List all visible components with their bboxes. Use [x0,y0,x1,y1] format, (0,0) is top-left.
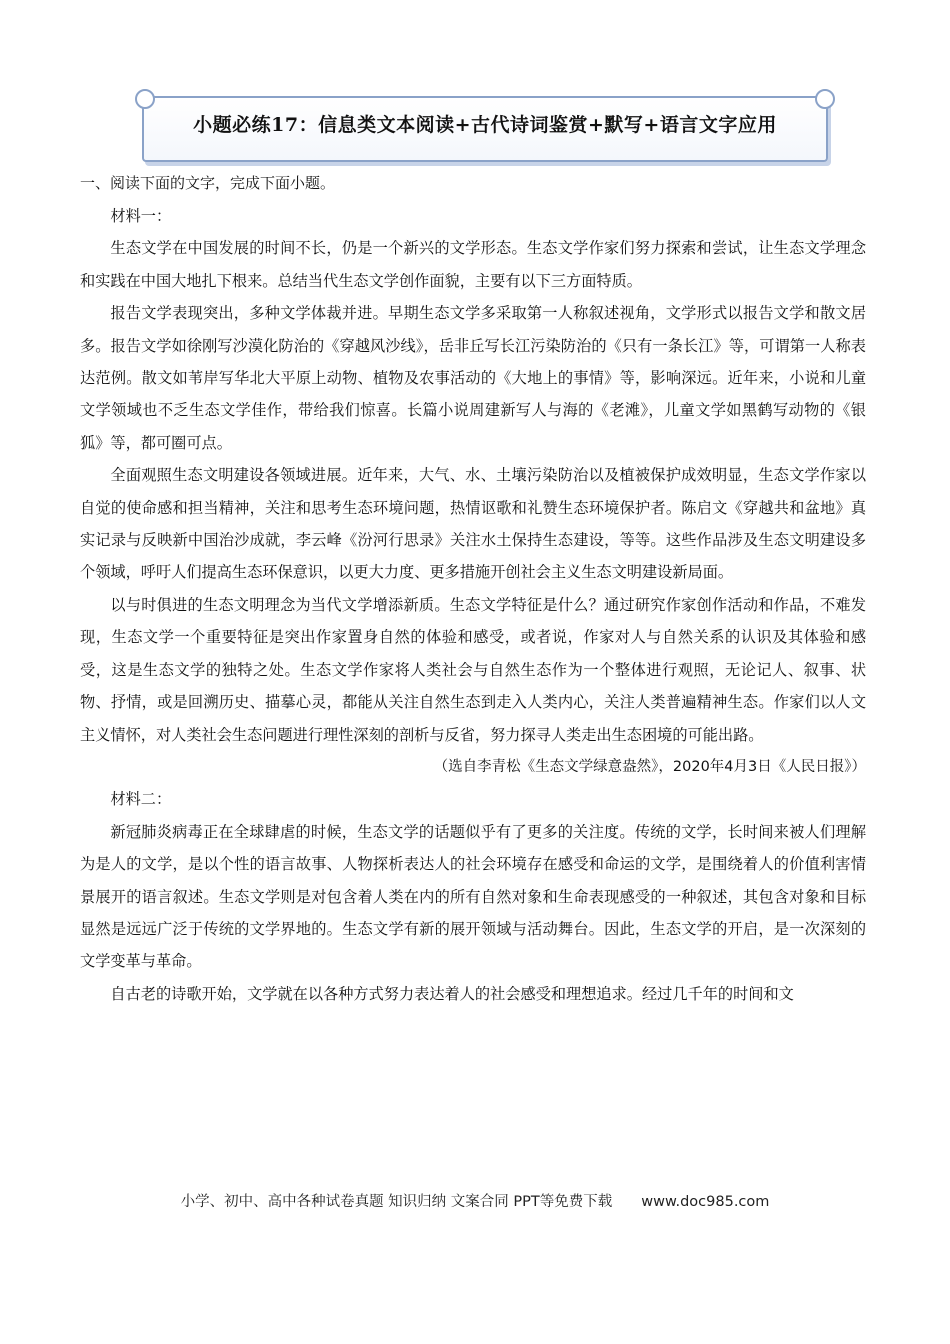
paragraph: 全面观照生态文明建设各领域进展。近年来，大气、水、土壤污染防治以及植被保护成效明显，生态文学作家以自觉的使命感和担当精神，关注和思考生态环境问题，热情讴歌和礼赞生态环境保护者。陈启文《穿越共和盆地》真实记录与反映新中国治沙成就，李云峰《汾河行思录》关注水土保持生态建设，等等。这些作品涉及生态文明建设多个领域，呼吁人们提高生态环保意识，以更大力度、更多措施开创社会主义生态文明建设新局面。 [80,466,866,582]
page-title: 小题必练17：信息类文本阅读+古代诗词鉴赏+默写+语言文字应用 [193,114,777,136]
paragraph: 以与时俱进的生态文明理念为当代文学增添新质。生态文学特征是什么？通过研究作家创作活动和作品，不难发现，生态文学一个重要特征是突出作家置身自然的体验和感受，或者说，作家对人与自然关系的认识及其体验和感受，这是生态文学的独特之处。生态文学作家将人类社会与自然生态作为一个整体进行观照，无论记人、叙事、状物、抒情，或是回溯历史、描摹心灵，都能从关注自然生态到走入人类内心，关注人类普遍精神生态。作家们以人文主义情怀，对人类社会生态问题进行理性深刻的剖析与反省，努力探寻人类走出生态困境的可能出路。 [80,595,866,744]
passage [80,200,866,1010]
question-heading: 一、阅读下面的文字，完成下面小题。 [80,174,336,192]
material-one-label: 材料一： [110,207,172,225]
footer-text: 小学、初中、高中各种试卷真题 知识归纳 文案合同 PPT等免费下载 www.doc985.com [180,1194,770,1210]
paragraph: 新冠肺炎病毒正在全球肆虐的时候，生态文学的话题似乎有了更多的关注度。传统的文学，长时间来被人们理解为是人的文学，是以个性的语言故事、人物探析表达人的社会环境存在感受和命运的文学，是围绕着人的价值利害情景展开的语言叙述。生态文学则是对包含着人类在内的所有自然对象和生命表现感受的一种叙述，其包含对象和目标显然是远远广泛于传统的文学界地的。生态文学有新的展开领域与活动舞台。因此，生态文学的开启，是一次深刻的文学变革与革命。 [80,822,866,971]
paragraph: 自古老的诗歌开始，文学就在以各种方式努力表达着人的社会感受和理想追求。经过几千年的时间和文 [110,984,794,1003]
title-banner [142,96,828,162]
source-citation: （选自李青松《生态文学绿意盎然》，2020年4月3日《人民日报》） [433,758,866,775]
paragraph: 生态文学在中国发展的时间不长，仍是一个新兴的文学形态。生态文学作家们努力探索和尝试，让生态文学理念和实践在中国大地扎下根来。总结当代生态文学创作面貌，主要有以下三方面特质。 [80,239,866,290]
paragraph: 报告文学表现突出，多种文学体裁并进。早期生态文学多采取第一人称叙述视角，文学形式以报告文学和散文居多。报告文学如徐刚写沙漠化防治的《穿越风沙线》，岳非丘写长江污染防治的《只有一条长江》等，可谓第一人称表达范例。散文如苇岸写华北大平原上动物、植物及农事活动的《大地上的事情》等，影响深远。近年来，小说和儿童文学领域也不乏生态文学佳作，带给我们惊喜。长篇小说周建新写人与海的《老滩》，儿童文学如黑鹤写动物的《银狐》等，都可圈可点。 [80,304,866,452]
material-two-label: 材料二： [110,790,172,809]
